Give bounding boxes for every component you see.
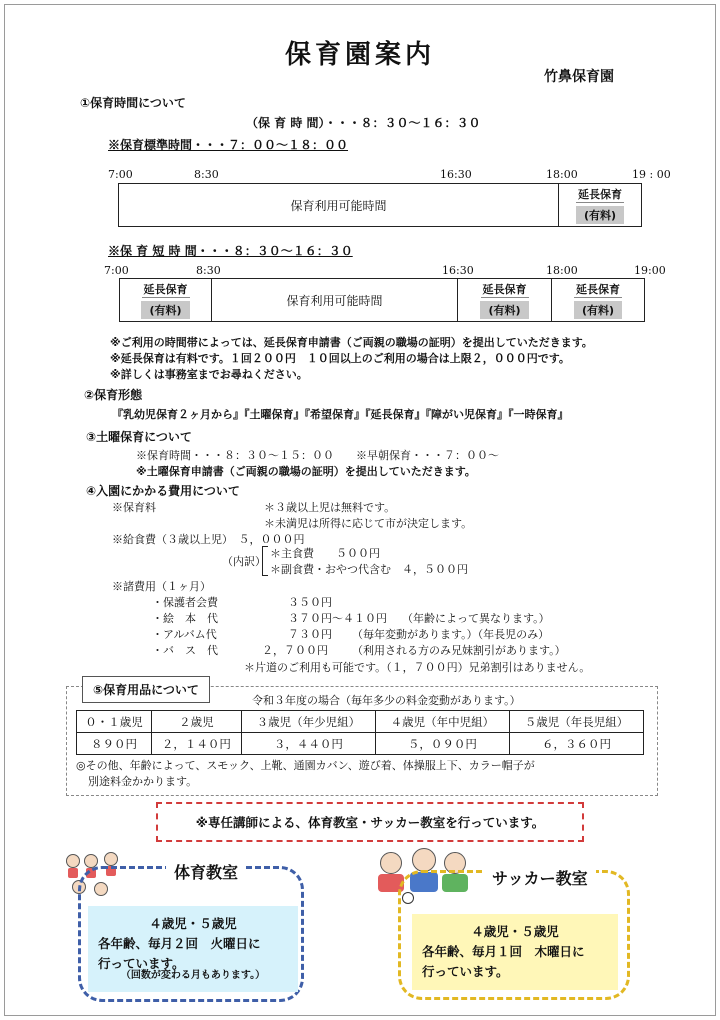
tick-label: 7:00 bbox=[108, 168, 133, 181]
table-header-cell: ２歳児 bbox=[152, 711, 242, 733]
soccer-class-age: ４歳児・５歳児 bbox=[471, 924, 559, 939]
misc-item-name: ・アルバム代 bbox=[152, 628, 217, 641]
misc-item-amount: ７３０円 bbox=[288, 628, 332, 641]
meal-fee: ※給食費（３歳以上児） ５，０００円 bbox=[112, 533, 305, 546]
extended-care-fee: (有料) bbox=[480, 301, 528, 319]
soccer-class-schedule: 各年齢、毎月１回 木曜日に bbox=[422, 944, 585, 959]
meal-item: ＊副食費・おやつ代含む ４，５００円 bbox=[270, 563, 468, 576]
available-time-cell: 保育利用可能時間 bbox=[119, 184, 559, 226]
childcare-fee-note: ＊未満児は所得に応じて市が決定します。 bbox=[264, 517, 473, 530]
misc-item-note: （利用される方のみ兄妹割引があります。） bbox=[352, 644, 566, 657]
misc-item-name: ・絵 本 代 bbox=[152, 612, 218, 625]
section-2-heading: ②保育形態 bbox=[84, 388, 143, 402]
note-line: ※延長保育は有料です。１回２００円 １０回以上のご利用の場合は上限２，０００円です。 bbox=[110, 352, 570, 365]
soccer-class-info bbox=[412, 914, 618, 990]
table-header-row bbox=[77, 711, 644, 733]
extended-care-cell bbox=[559, 184, 641, 226]
tick-label: 19 : 00 bbox=[632, 168, 671, 181]
supplies-table bbox=[76, 710, 644, 755]
page-title: 保育園案内 bbox=[284, 40, 435, 70]
pe-class-schedule: 各年齢、毎月２回 火曜日に bbox=[98, 936, 261, 951]
main-hours: （保 育 時 間）・・・８：３０〜１６：３０ bbox=[246, 116, 481, 130]
pe-class-note: （回数が変わる月もあります。） bbox=[120, 970, 266, 981]
extended-care-label: 延長保育 bbox=[143, 283, 188, 296]
bus-note: ＊片道のご利用も可能です。（１，７００円）兄弟割引はありません。 bbox=[244, 661, 591, 674]
tick-label: 16:30 bbox=[440, 168, 472, 181]
note-line: ※詳しくは事務室までお尋ねください。 bbox=[110, 368, 308, 381]
supplies-note: ◎その他、年齢によって、スモック、上靴、通園カバン、遊び着、体操服上下、カラー帽子が bbox=[76, 759, 535, 772]
extended-care-fee: (有料) bbox=[576, 206, 624, 224]
available-time-cell: 保育利用可能時間 bbox=[212, 279, 458, 321]
tick-label: 18:00 bbox=[546, 168, 578, 181]
pe-class-title: 体育教室 bbox=[166, 860, 246, 883]
pe-class-info bbox=[88, 906, 298, 992]
breakdown-label: （内訳） bbox=[222, 555, 266, 568]
extended-care-cell bbox=[458, 279, 552, 321]
extended-care-fee: (有料) bbox=[574, 301, 622, 319]
childcare-fee-label: ※保育料 bbox=[112, 501, 156, 514]
tick-label: 19:00 bbox=[634, 264, 666, 277]
standard-timeline-bar bbox=[118, 183, 642, 227]
misc-item-amount: ３７０円〜４１０円 bbox=[288, 612, 387, 625]
section-4-heading: ④入園にかかる費用について bbox=[86, 484, 240, 498]
note-line: ※ご利用の時間帯によっては、延長保育申請書（ご両親の職場の証明）を提出していただきます。 bbox=[110, 336, 593, 349]
short-timeline-bar bbox=[119, 278, 645, 322]
saturday-note: ※土曜保育申請書（ご両親の職場の証明）を提出していただきます。 bbox=[136, 465, 476, 478]
tick-label: 18:00 bbox=[546, 264, 578, 277]
supplies-caption: 令和３年度の場合（毎年多少の料金変動があります。） bbox=[252, 694, 521, 707]
class-notice: ※専任講師による、体育教室・サッカー教室を行っています。 bbox=[156, 802, 584, 842]
extended-care-fee: (有料) bbox=[141, 301, 189, 319]
section-3-heading: ③土曜保育について bbox=[86, 430, 192, 444]
tick-label: 8:30 bbox=[196, 264, 221, 277]
misc-item-name: ・保護者会費 bbox=[152, 596, 218, 609]
misc-item-note: （毎年変動があります。）（年長児のみ） bbox=[352, 628, 550, 641]
tick-label: 16:30 bbox=[442, 264, 474, 277]
table-cell: ３，４４０円 bbox=[241, 733, 375, 755]
table-header-cell: ５歳児（年長児組） bbox=[509, 711, 643, 733]
table-cell: ２，１４０円 bbox=[152, 733, 242, 755]
pe-class-schedule: 行っています。 bbox=[98, 956, 185, 971]
tick-label: 8:30 bbox=[194, 168, 219, 181]
extended-care-label: 延長保育 bbox=[576, 283, 620, 296]
table-header-cell: ０・１歳児 bbox=[77, 711, 152, 733]
misc-item-amount: ３５０円 bbox=[288, 596, 332, 609]
table-cell: ５，０９０円 bbox=[375, 733, 509, 755]
misc-item-amount: ２，７００円 bbox=[262, 644, 328, 657]
misc-fee-label: ※諸費用（１ヶ月） bbox=[112, 580, 211, 593]
soccer-class-title: サッカー教室 bbox=[484, 866, 596, 889]
table-header-cell: ３歳児（年少児組） bbox=[241, 711, 375, 733]
school-name: 竹鼻保育園 bbox=[544, 69, 614, 85]
misc-item-name: ・バ ス 代 bbox=[152, 644, 218, 657]
saturday-hours: ※保育時間・・・８：３０〜１５：００ ※早朝保育・・・７：００〜 bbox=[136, 449, 499, 462]
section-1-heading: ①保育時間について bbox=[80, 96, 186, 110]
tick-label: 7:00 bbox=[104, 264, 129, 277]
care-types: 『乳幼児保育２ヶ月から』『土曜保育』『希望保育』『延長保育』『障がい児保育』『一時保育』 bbox=[112, 408, 569, 421]
childcare-fee-note: ＊３歳以上児は無料です。 bbox=[264, 501, 396, 514]
table-cell: ６，３６０円 bbox=[509, 733, 643, 755]
standard-hours-heading: ※保育標準時間・・・７：００〜１８：００ bbox=[108, 138, 349, 152]
table-header-cell: ４歳児（年中児組） bbox=[375, 711, 509, 733]
meal-item: ＊主食費 ５００円 bbox=[270, 547, 380, 560]
table-row bbox=[77, 733, 644, 755]
extended-care-cell bbox=[552, 279, 644, 321]
pe-class-age: ４歳児・５歳児 bbox=[149, 916, 237, 931]
extended-care-cell bbox=[120, 279, 212, 321]
soccer-class-schedule: 行っています。 bbox=[422, 964, 509, 979]
misc-item-note: （年齢によって異なります。） bbox=[402, 612, 550, 625]
table-cell: ８９０円 bbox=[77, 733, 152, 755]
section-5-heading: ⑤保育用品について bbox=[82, 676, 210, 703]
extended-care-label: 延長保育 bbox=[578, 188, 622, 201]
breakdown-bracket bbox=[262, 546, 268, 576]
supplies-note: 別途料金かかります。 bbox=[88, 775, 198, 788]
short-hours-heading: ※保 育 短 時 間・・・８：３０〜１６：３０ bbox=[108, 244, 353, 258]
extended-care-label: 延長保育 bbox=[482, 283, 527, 296]
